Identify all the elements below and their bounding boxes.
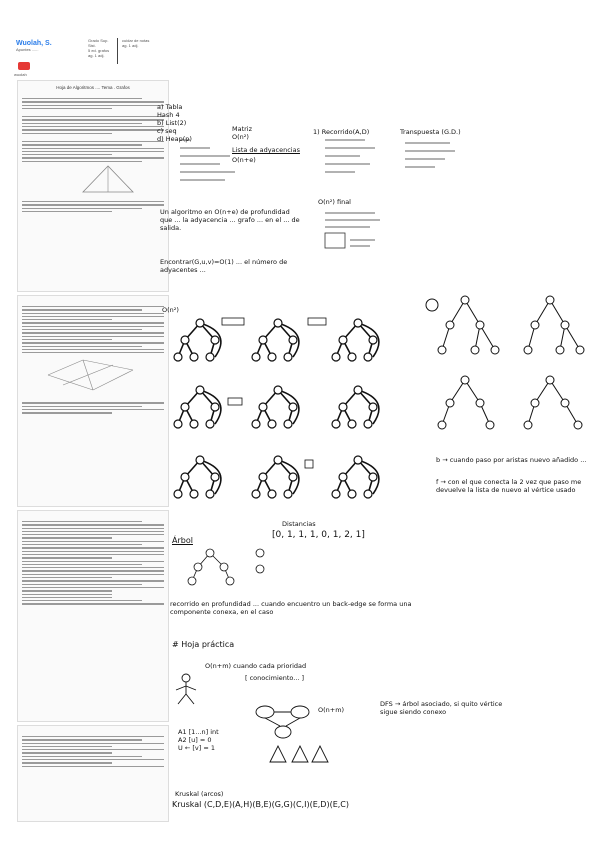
note-15: O(n+m) cuando cada prioridad	[205, 662, 307, 670]
note-final: O(n²) final	[318, 198, 351, 206]
note-f: f → con el que conecta la 2 vez que paso me devuelve la lista de nuevo al vértice usado	[436, 478, 582, 494]
graph-figure	[78, 164, 138, 194]
sheet-title: Hoja de Algoritmos .... Tema . Grafos	[56, 85, 130, 90]
note-find: Encontrar(G,u,v)=O(1) ... el número de adyacentes ...	[160, 258, 288, 274]
logo-subtitle: Apuntes ......	[16, 47, 39, 52]
header-line: ag. 1 adj.	[88, 53, 105, 58]
note-line: b) List(2)	[157, 119, 187, 127]
note-adj-list: Lista de adyacencias	[232, 146, 300, 154]
graph-figure	[43, 355, 143, 395]
note-dfs-recorrido: recorrido en profundidad ... cuando encuentro un back-edge se forma una componente conexa, en el caso	[170, 600, 412, 616]
header-column-2	[122, 38, 162, 48]
tree-figure	[180, 545, 280, 595]
note-b: b → cuando paso por aristas nuevo añadido ...	[436, 456, 587, 464]
note-dfs: DFS → árbol asociado, si quito vértice sigue siendo conexo	[380, 700, 503, 716]
note-matrix: Matriz O(n²)	[232, 125, 253, 141]
header-line: 5 ed. grafos	[88, 48, 110, 53]
graph-grid	[160, 310, 410, 520]
header-line: cuidar de notas	[122, 38, 150, 43]
header-line: Grado Sup.	[88, 38, 109, 43]
note-complexity: O(n²)	[162, 306, 179, 314]
document-page-3[interactable]	[17, 510, 169, 722]
note-transpose: Transpuesta (G.D.)	[400, 128, 461, 136]
note-sketch	[320, 135, 400, 180]
note-line: Hash 4	[157, 111, 180, 119]
app-logo[interactable]: Wuolah, S.	[16, 40, 52, 47]
note-line: c) seq	[157, 127, 177, 135]
kruskal-label: Kruskal (arcos)	[175, 790, 224, 798]
note-sketch	[320, 208, 400, 253]
note-16: A1 [1...n] int A2 [u] = 0 U ← [v] = 1	[178, 728, 219, 752]
note-sketch	[160, 120, 310, 190]
wuolah-icon-label: wuolah	[14, 72, 27, 77]
distances-values: [0, 1, 1, 1, 0, 1, 2, 1]	[272, 530, 365, 540]
stick-figure	[172, 672, 212, 707]
distances-label: Distancias	[282, 520, 316, 528]
note-15b: [ conocimiento... ]	[245, 674, 305, 682]
tree-diagrams-right	[420, 285, 595, 445]
note-adj-complexity: O(n+e)	[232, 156, 256, 164]
document-page-1[interactable]	[17, 80, 169, 292]
note-algorithm: Un algoritmo en O(n+e) de profundidad que ... la adyacencia ... grafo ... en el ... de salida.	[160, 208, 300, 232]
note-line: d) Heap(p)	[157, 135, 192, 143]
practice-heading: # Hoja práctica	[172, 640, 235, 649]
note-traversal: 1) Recorrido(A,D)	[313, 128, 370, 136]
wuolah-icon[interactable]	[18, 62, 30, 70]
kruskal-sequence: Kruskal (C,D,E)(A,H)(B,E)(G,G)(C,I)(E,D)(E,C)	[172, 800, 350, 809]
document-page-2[interactable]	[17, 295, 169, 507]
note-line: a) Tabla	[157, 103, 183, 111]
note-sketch	[400, 138, 470, 178]
tree-heading: Árbol	[172, 536, 193, 545]
item-marker	[426, 299, 438, 311]
document-page-4[interactable]	[17, 725, 169, 822]
header-line: Sist.	[88, 43, 96, 48]
header-column-1	[88, 38, 116, 58]
header-line: ag. 1 adj.	[122, 43, 139, 48]
header	[16, 40, 52, 52]
note-dfs-complexity: O(n+m)	[318, 706, 345, 714]
header-divider	[117, 38, 118, 64]
